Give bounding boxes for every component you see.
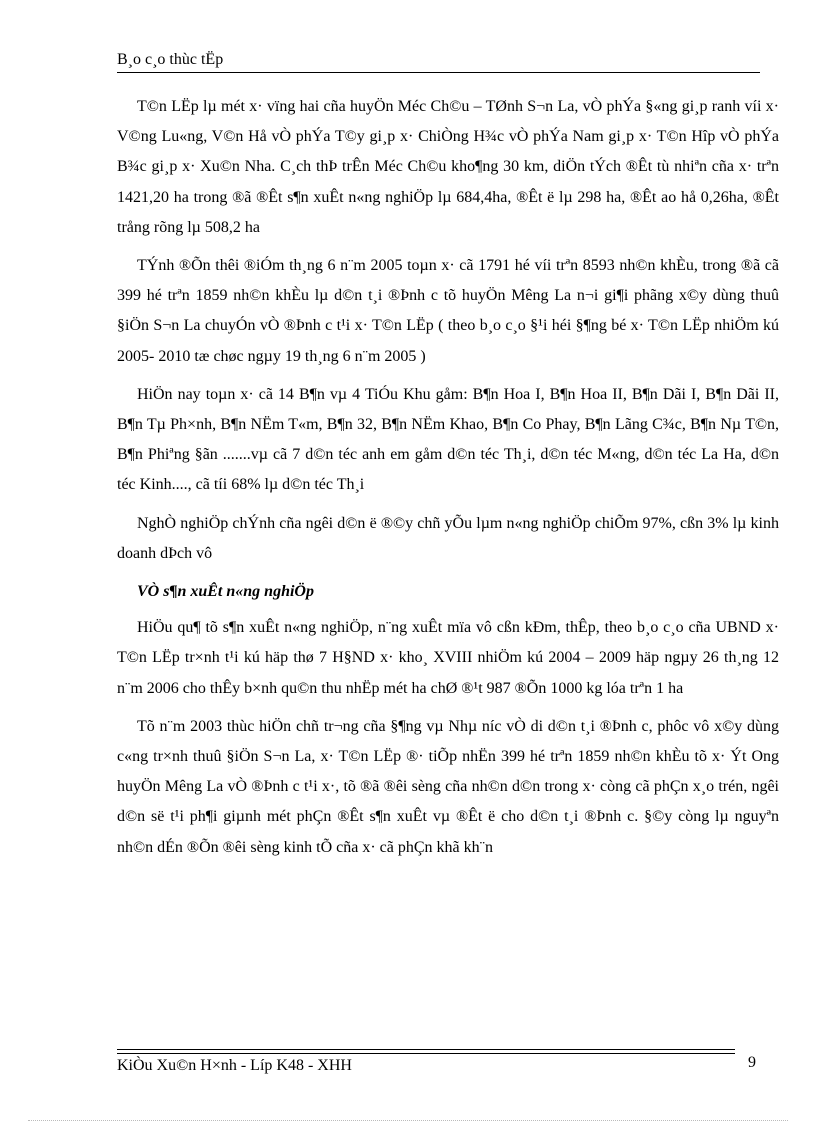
footer-rule <box>117 1049 735 1050</box>
paragraph-productivity: HiÖu qu¶ tõ s¶n xuÊt n«ng nghiÖp, n¨ng xuÊt mïa vô cßn kÐm, thÊp, theo b¸o c¸o cña UBND x· T©n LËp tr×nh t¹i kú häp thø 7 H§ND x· kho¸ XVIII nhiÖm kú 2004 – 2009 häp ngµy 26 th¸ng 12 n¨m 2006 cho thÊy b×nh qu©n thu nhËp mét ha chØ ®¹t 987 ®Õn 1000 kg lóa trªn 1 ha <box>117 619 779 697</box>
page-bottom-divider <box>28 1120 788 1121</box>
footer-author: KiÒu Xu©n H×nh - Líp K48 - XHH <box>117 1057 352 1074</box>
page-number: 9 <box>748 1054 756 1071</box>
paragraph-resettlement: Tõ n¨m 2003 thùc hiÖn chñ tr¬ng cña §¶ng vµ Nhµ níc vÒ di d©n t¸i ®Þnh c, phôc vô x©y dùng c«ng tr×nh thuû §iÖn S¬n La, x· T©n LËp ®· tiÕp nhËn 399 hé trªn 1859 nh©n khÈu tõ x· Ýt Ong huyÖn Mêng La vÒ ®Þnh c t¹i x·, tõ ®ã ®êi sèng cña nh©n d©n trong x· còng cã phÇn x¸o trén, ngêi d©n së t¹i ph¶i giµnh mét phÇn ®Êt s¶n xuÊt vµ ®Êt ë cho d©n t¸i ®Þnh c. §©y còng lµ nguyªn nh©n dÉn ®Õn ®êi sèng kinh tÕ cña x· cã phÇn khã kh¨n <box>117 717 779 856</box>
footer-rule-thin <box>117 1053 735 1054</box>
paragraph-villages: HiÖn nay toµn x· cã 14 B¶n vµ 4 TiÓu Khu gåm: B¶n Hoa I, B¶n Hoa II, B¶n Dãi I, B¶n Dãi II, B¶n Tµ Ph×nh, B¶n NËm T«m, B¶n 32, B¶n NËm Khao, B¶n Co Phay, B¶n Lãng C¾c, B¶n Nµ T©n, B¶n Phiªng §ãn .......vµ cã 7 d©n téc anh em gåm d©n téc Th¸i, d©n téc M«ng, d©n téc La Ha, d©n téc Kinh...., cã tíi 68% lµ d©n téc Th¸i <box>117 385 779 494</box>
paragraph-location: T©n LËp lµ mét x· vïng hai cña huyÖn Méc Ch©u – TØnh S¬n La, vÒ phÝa §«ng gi¸p ranh víi x· V©ng Lu«ng, V©n Hå vÒ phÝa T©y gi¸p x· ChiÒng H¾c vÒ phÝa Nam gi¸p x· T©n Hîp vÒ phÝa B¾c gi¸p x· Xu©n Nha. C¸ch thÞ trÊn Méc Ch©u kho¶ng 30 km, diÖn tÝch ®Êt tù nhiªn cña x· trªn 1421,20 ha trong ®ã ®Êt s¶n xuÊt n«ng nghiÖp lµ 684,4ha, ®Êt ë lµ 298 ha, ®Êt ao hå 0,26ha, ®Êt trång rõng lµ 508,2 ha <box>117 98 779 236</box>
paragraph-occupation: NghÒ nghiÖp chÝnh cña ngêi d©n ë ®©y chñ yÕu lµm n«ng nghiÖp chiÕm 97%, cßn 3% lµ kinh doanh dÞch vô <box>117 514 779 562</box>
header-rule <box>117 72 760 73</box>
body-text <box>117 92 779 871</box>
section-heading: VÒ s¶n xuÊt n«ng nghiÖp <box>137 583 314 601</box>
paragraph-population: TÝnh ®Õn thêi ®iÓm th¸ng 6 n¨m 2005 toµn x· cã 1791 hé víi trªn 8593 nh©n khÈu, trong ®ã cã 399 hé trªn 1859 nh©n khÈu lµ d©n t¸i ®Þnh c tõ huyÖn Mêng La n¬i gi¶i phãng x©y dùng thuû §iÖn S¬n La chuyÓn vÒ ®Þnh c t¹i x· T©n LËp ( theo b¸o c¸o §¹i héi §¶ng bé x· T©n LËp nhiÖm kú 2005- 2010 tæ chøc ngµy 19 th¸ng 6 n¨m 2005 ) <box>117 257 779 365</box>
running-header: B¸o c¸o thùc tËp <box>117 51 224 68</box>
